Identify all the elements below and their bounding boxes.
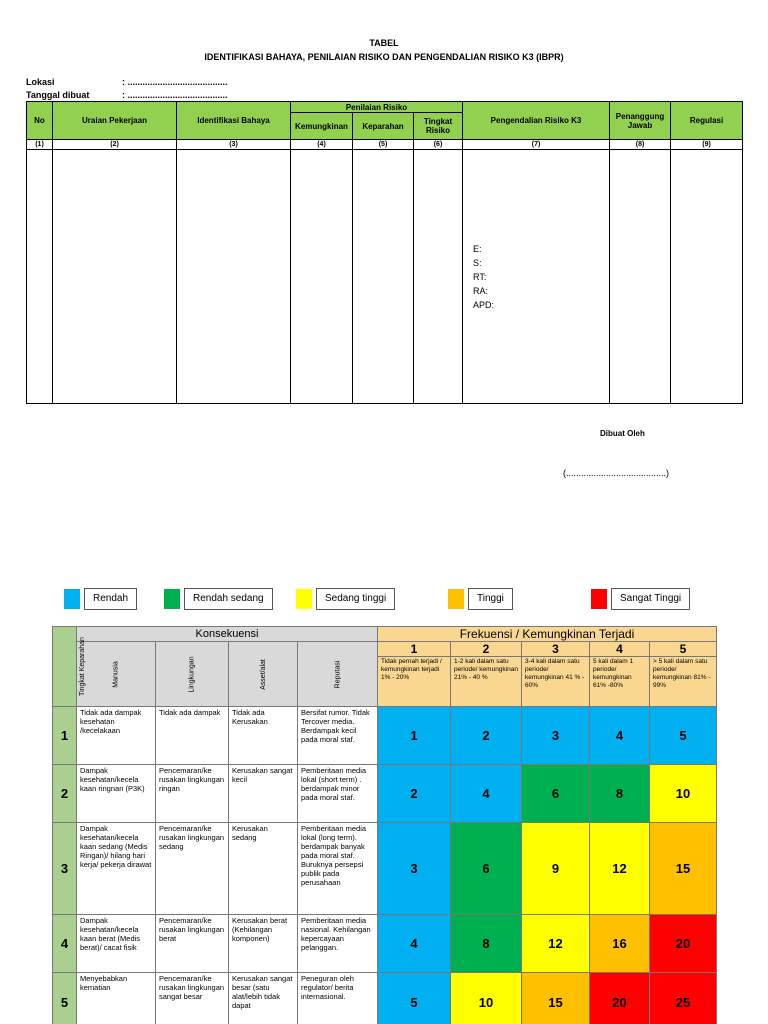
freq-desc: 1-2 kali dalam satu periode/ kemungkinan 21% - 40 % [451, 657, 522, 707]
lingkungan-desc: Pencemaran/ke rusakan lingkungan sedang [156, 823, 229, 915]
reputasi-desc: Pemberitaan media lokal (short term) . berdampak minor pada moral staf. [298, 765, 378, 823]
risk-cell: 20 [590, 973, 650, 1024]
risk-cell: 3 [378, 823, 451, 915]
risk-cell: 5 [378, 973, 451, 1024]
tanggal-line [26, 90, 228, 100]
freq-desc: 5 kali dalam 1 periode/ kemungkinan 61% -80% [590, 657, 650, 707]
cell-tingkat[interactable] [414, 150, 463, 404]
risk-cell: 6 [451, 823, 522, 915]
lingkungan-desc: Pencemaran/ke rusakan lingkungan sangat besar [156, 973, 229, 1024]
risk-cell: 2 [378, 765, 451, 823]
tingkat-keparahan-text: Tingkat Keparahan [78, 637, 86, 696]
col-number: (2) [53, 140, 177, 150]
tanggal-value: : ........................................ [122, 90, 228, 100]
control-ra: RA: [473, 285, 489, 296]
matrix-row [53, 707, 717, 765]
risk-cell: 10 [451, 973, 522, 1024]
risk-cell: 15 [522, 973, 590, 1024]
control-s: S: [473, 257, 482, 268]
legend-swatch [591, 589, 607, 609]
severity-level: 4 [53, 915, 77, 973]
legend-label: Rendah sedang [184, 588, 273, 610]
manusia-desc: Dampak kesehatan/kecela kaan ringnan (P3K) [77, 765, 156, 823]
cell-uraian[interactable] [53, 150, 177, 404]
control-e: E: [473, 243, 482, 254]
header-tingkat: Tingkat Risiko [414, 113, 463, 140]
dibuat-oleh-label: Dibuat Oleh [600, 429, 645, 438]
legend-label: Rendah [84, 588, 137, 610]
risk-cell: 16 [590, 915, 650, 973]
manusia-desc: Dampak kesehatan/kecela kaan berat (Medis berat)/ cacat fisik [77, 915, 156, 973]
risk-cell: 8 [590, 765, 650, 823]
cell-pengendalian[interactable] [463, 150, 610, 404]
lokasi-line [26, 77, 228, 87]
reputasi-desc: Bersifat rumor. Tidak Tercover media. Berdampak kecil pada moral staf. [298, 707, 378, 765]
control-list [463, 240, 609, 314]
freq-number: 3 [522, 642, 590, 657]
risk-cell: 12 [590, 823, 650, 915]
risk-cell: 9 [522, 823, 590, 915]
legend-swatch [64, 589, 80, 609]
freq-desc: Tidak pernah terjadi / kemungkinan terjadi 1% - 20% [378, 657, 451, 707]
legend-label: Tinggi [468, 588, 513, 610]
risk-cell: 3 [522, 707, 590, 765]
freq-desc: > 5 kali dalam satu periode/ kemungkinan 81% - 99% [650, 657, 717, 707]
cell-keparahan[interactable] [353, 150, 414, 404]
col-number: (7) [463, 140, 610, 150]
header-penanggung: Penanggung Jawab [610, 102, 671, 140]
signature-line: (........................................) [563, 468, 670, 478]
asset-desc: Kerusakan sangat kecil [229, 765, 298, 823]
ibpr-body-row [27, 150, 743, 404]
risk-cell: 8 [451, 915, 522, 973]
ibpr-table [26, 101, 743, 404]
freq-number: 2 [451, 642, 522, 657]
asset-desc: Kerusakan sedang [229, 823, 298, 915]
doc-subtitle: IDENTIFIKASI BAHAYA, PENILAIAN RISIKO DAN PENGENDALIAN RISIKO K3 (IBPR) [204, 52, 564, 62]
header-uraian: Uraian Pekerjaan [53, 102, 177, 140]
risk-cell: 25 [650, 973, 717, 1024]
severity-level: 2 [53, 765, 77, 823]
col-number: (6) [414, 140, 463, 150]
manusia-desc: Dampak kesehatan/kecela kaan sedang (Medis Ringan)/ hilang hari kerja/ pekerja dirawat [77, 823, 156, 915]
freq-number: 4 [590, 642, 650, 657]
freq-desc: 3-4 kali dalam satu periode/ kemungkinan 41 % - 60% [522, 657, 590, 707]
col-number: (1) [27, 140, 53, 150]
header-regulasi: Regulasi [671, 102, 743, 140]
risk-cell: 1 [378, 707, 451, 765]
matrix-row [53, 823, 717, 915]
freq-number: 1 [378, 642, 451, 657]
reputasi-desc: Pemberitaan media lokal (long term). berdampak banyak pada moral staf. Buruknya persepsi publik pada perusahaan [298, 823, 378, 915]
col-number: (3) [177, 140, 291, 150]
header-identifikasi: Identifikasi Bahaya [177, 102, 291, 140]
manusia-desc: Menyebabkan kematian [77, 973, 156, 1024]
risk-matrix [52, 626, 717, 1024]
col-number: (5) [353, 140, 414, 150]
risk-cell: 10 [650, 765, 717, 823]
legend-label: Sangat Tinggi [611, 588, 690, 610]
lokasi-label: Lokasi [26, 77, 55, 87]
matrix-row [53, 973, 717, 1024]
lingkungan-desc: Pencemaran/ke rusakan lingkungan ringan [156, 765, 229, 823]
col-lingkungan-text: Lingkungan [188, 655, 196, 693]
reputasi-desc: Pemberitaan media nasional. Kehilangan kepercayaan pelanggan. [298, 915, 378, 973]
severity-level: 5 [53, 973, 77, 1024]
severity-level: 1 [53, 707, 77, 765]
col-reputasi-text: Reputasi [333, 660, 341, 688]
cell-penanggung[interactable] [610, 150, 671, 404]
doc-title: TABEL [369, 38, 399, 48]
risk-cell: 6 [522, 765, 590, 823]
risk-cell: 4 [451, 765, 522, 823]
legend-swatch [448, 589, 464, 609]
risk-cell: 15 [650, 823, 717, 915]
lokasi-value: : ........................................ [122, 77, 228, 87]
legend-swatch [164, 589, 180, 609]
cell-kemungkinan[interactable] [291, 150, 353, 404]
frekuensi-header: Frekuensi / Kemungkinan Terjadi [378, 627, 717, 642]
risk-cell: 4 [590, 707, 650, 765]
reputasi-desc: Peneguran oleh regulator/ berita internasional. [298, 973, 378, 1024]
asset-desc: Tidak ada Kerusakan [229, 707, 298, 765]
col-manusia-text: Manusia [112, 660, 120, 688]
control-apd: APD: [473, 299, 495, 310]
col-asset-text: Asset/alat [259, 658, 267, 690]
cell-no[interactable] [27, 150, 53, 404]
legend-swatch [296, 589, 312, 609]
col-reputasi [298, 642, 378, 707]
tingkat-keparahan-header [53, 627, 86, 707]
lingkungan-desc: Tidak ada dampak [156, 707, 229, 765]
risk-cell: 12 [522, 915, 590, 973]
lingkungan-desc: Pencemaran/ke rusakan lingkungan berat [156, 915, 229, 973]
header-keparahan: Keparahan [353, 113, 414, 140]
konsekuensi-header: Konsekuensi [77, 627, 378, 642]
matrix-row [53, 765, 717, 823]
risk-cell: 4 [378, 915, 451, 973]
manusia-desc: Tidak ada dampak kesehatan /kecelakaan [77, 707, 156, 765]
matrix-row [53, 915, 717, 973]
header-pengendalian: Pengendalian Risiko K3 [463, 102, 610, 140]
risk-cell: 20 [650, 915, 717, 973]
col-lingkungan [156, 642, 229, 707]
col-asset [229, 642, 298, 707]
cell-identifikasi[interactable] [177, 150, 291, 404]
col-number: (4) [291, 140, 353, 150]
asset-desc: Kerusakan berat (Kehilangan komponen) [229, 915, 298, 973]
severity-level: 3 [53, 823, 77, 915]
risk-cell: 5 [650, 707, 717, 765]
header-no: No [27, 102, 53, 140]
col-number: (8) [610, 140, 671, 150]
col-number: (9) [671, 140, 743, 150]
control-rt: RT: [473, 271, 487, 282]
legend-label: Sedang tinggi [316, 588, 395, 610]
tanggal-label: Tanggal dibuat [26, 90, 90, 100]
header-kemungkinan: Kemungkinan [291, 113, 353, 140]
asset-desc: Kerusakan sangat besar (satu alat/lebih tidak dapat [229, 973, 298, 1024]
risk-cell: 2 [451, 707, 522, 765]
column-number-row [27, 140, 743, 150]
header-penilaian: Penilaian Risiko [291, 102, 463, 113]
freq-number: 5 [650, 642, 717, 657]
cell-regulasi[interactable] [671, 150, 743, 404]
col-manusia [77, 642, 156, 707]
